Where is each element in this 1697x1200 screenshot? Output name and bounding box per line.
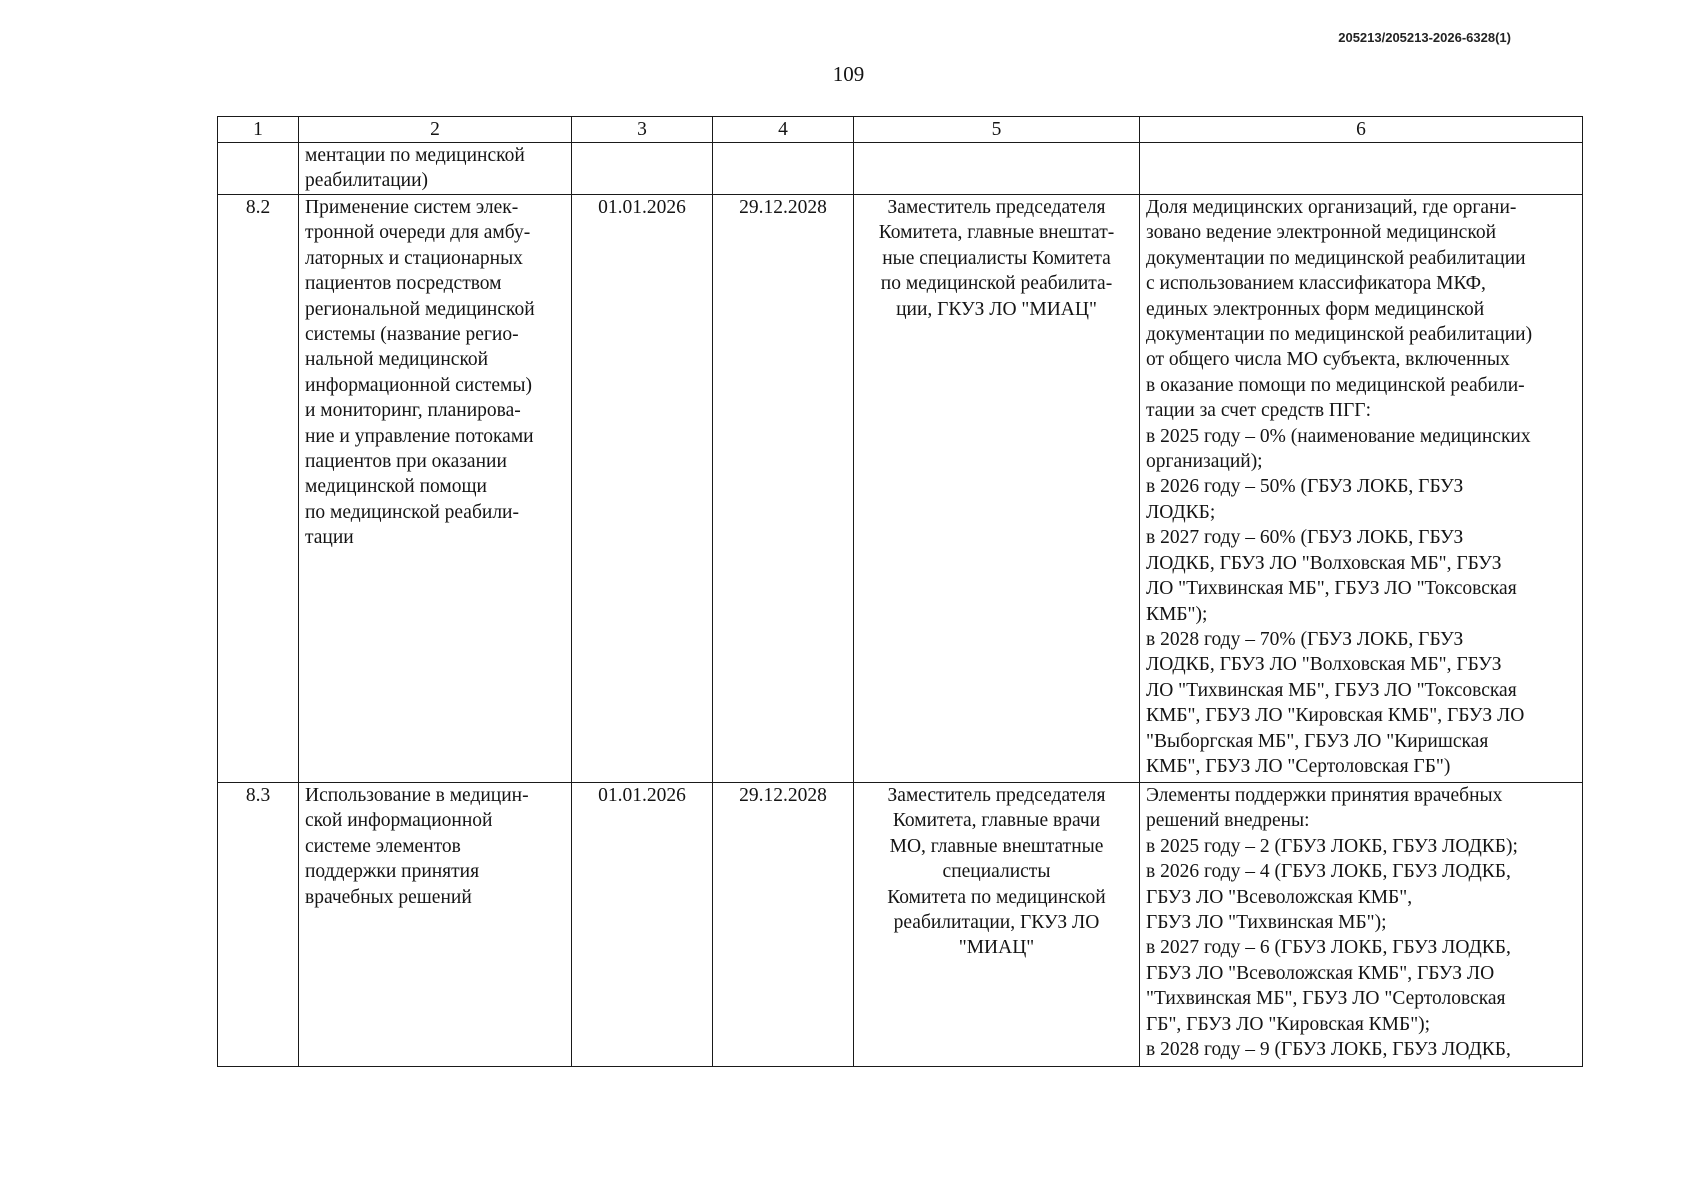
text-line: системы (название регио- — [305, 324, 519, 346]
text-line: КМБ", ГБУЗ ЛО "Кировская КМБ", ГБУЗ ЛО — [1146, 705, 1525, 727]
text-line: в 2025 году – 0% (наименование медицинских — [1146, 425, 1531, 447]
text-line: ЛО "Тихвинская МБ", ГБУЗ ЛО "Токсовская — [1146, 578, 1517, 600]
document-id: 205213/205213-2026-6328(1) — [1338, 30, 1511, 45]
cell-end: 29.12.2028 — [713, 195, 854, 783]
table-row — [218, 783, 1583, 1067]
cell-num: 8.3 — [218, 783, 299, 1067]
text-line: и мониторинг, планирова- — [305, 400, 521, 422]
text-line: ЛОДКБ, ГБУЗ ЛО "Волховская МБ", ГБУЗ — [1146, 552, 1502, 574]
text-line: в 2027 году – 60% (ГБУЗ ЛОКБ, ГБУЗ — [1146, 527, 1464, 549]
text-line: ные специалисты Комитета — [882, 247, 1111, 269]
column-header-3: 3 — [572, 117, 713, 143]
text-line: в 2028 году – 9 (ГБУЗ ЛОКБ, ГБУЗ ЛОДКБ, — [1146, 1039, 1511, 1061]
text-line: Доля медицинских организаций, где органи- — [1146, 197, 1517, 218]
text-line: системе элементов — [305, 835, 461, 857]
text-line: информационной системы) — [305, 374, 532, 396]
column-header-5: 5 — [854, 117, 1140, 143]
text-line: ции, ГКУЗ ЛО "МИАЦ" — [896, 298, 1097, 320]
text-line: в оказание помощи по медицинской реабили- — [1146, 374, 1525, 396]
cell-result — [1140, 195, 1583, 783]
text-line: документации по медицинской реабилитации) — [1146, 324, 1533, 346]
text-line: ЛОДКБ; — [1146, 501, 1216, 523]
text-line: в 2028 году – 70% (ГБУЗ ЛОКБ, ГБУЗ — [1146, 628, 1464, 650]
text-line: пациентов посредством — [305, 273, 502, 295]
text-line: Использование в медицин- — [305, 785, 529, 806]
text-line: Элементы поддержки принятия врачебных — [1146, 785, 1503, 806]
text-line: медицинской помощи — [305, 476, 487, 498]
text-line: МО, главные внештатные — [889, 835, 1104, 857]
cell-end: 29.12.2028 — [713, 783, 854, 1067]
column-header-1: 1 — [218, 117, 299, 143]
text-line: ЛОДКБ, ГБУЗ ЛО "Волховская МБ", ГБУЗ — [1146, 654, 1502, 676]
text-line: ГБУЗ ЛО "Всеволожская КМБ", ГБУЗ ЛО — [1146, 962, 1495, 984]
text-line: тронной очереди для амбу- — [305, 222, 531, 244]
cell-responsible — [854, 143, 1140, 195]
cell-num — [218, 143, 299, 195]
continuation-row — [218, 143, 1583, 195]
text-line: ние и управление потоками — [305, 425, 534, 447]
text-line: Применение систем элек- — [305, 197, 519, 218]
cell-start — [572, 143, 713, 195]
text-line: ГБ", ГБУЗ ЛО "Кировская КМБ"); — [1146, 1013, 1431, 1035]
text-line: врачебных решений — [305, 886, 472, 908]
text-line: Комитета по медицинской — [887, 886, 1106, 908]
text-line: в 2026 году – 4 (ГБУЗ ЛОКБ, ГБУЗ ЛОДКБ, — [1146, 861, 1511, 883]
column-header-6: 6 — [1140, 117, 1583, 143]
table-row — [218, 195, 1583, 783]
text-line: ЛО "Тихвинская МБ", ГБУЗ ЛО "Токсовская — [1146, 679, 1517, 701]
text-line: единых электронных форм медицинской — [1146, 298, 1485, 320]
cell-end — [713, 143, 854, 195]
cell-start: 01.01.2026 — [572, 783, 713, 1067]
text-line: по медицинской реабилита- — [880, 273, 1113, 295]
text-line: пациентов при оказании — [305, 451, 507, 473]
text-line: поддержки принятия — [305, 861, 480, 883]
cell-responsible — [854, 195, 1140, 783]
measures-table — [217, 116, 1583, 1067]
cell-measure — [299, 143, 572, 195]
page-number: 109 — [832, 62, 865, 86]
text-line: в 2026 году – 50% (ГБУЗ ЛОКБ, ГБУЗ — [1146, 476, 1464, 498]
cell-result — [1140, 143, 1583, 195]
column-header-4: 4 — [713, 117, 854, 143]
text-line: КМБ"); — [1146, 603, 1208, 625]
text-line: решений внедрены: — [1146, 810, 1310, 832]
text-line: ской информационной — [305, 810, 493, 832]
cell-measure — [299, 783, 572, 1067]
column-number-row — [218, 117, 1583, 143]
text-line: нальной медицинской — [305, 349, 489, 371]
text-line: региональной медицинской — [305, 298, 535, 320]
text-line: от общего числа МО субъекта, включенных — [1146, 349, 1510, 371]
cell-measure — [299, 195, 572, 783]
cell-result — [1140, 783, 1583, 1067]
cell-start: 01.01.2026 — [572, 195, 713, 783]
text-line: ГБУЗ ЛО "Всеволожская КМБ", — [1146, 886, 1413, 908]
text-line: реабилитации) — [305, 170, 429, 192]
column-header-2: 2 — [299, 117, 572, 143]
text-line: с использованием классификатора МКФ, — [1146, 273, 1486, 295]
text-line: КМБ", ГБУЗ ЛО "Сертоловская ГБ") — [1146, 755, 1451, 777]
text-line: ГБУЗ ЛО "Тихвинская МБ"); — [1146, 912, 1387, 934]
text-line: в 2025 году – 2 (ГБУЗ ЛОКБ, ГБУЗ ЛОДКБ); — [1146, 835, 1518, 857]
text-line: зовано ведение электронной медицинской — [1146, 222, 1497, 244]
text-line: документации по медицинской реабилитации — [1146, 247, 1526, 269]
text-line: организаций); — [1146, 451, 1263, 473]
text-line: по медицинской реабили- — [305, 501, 519, 523]
text-line: "МИАЦ" — [958, 937, 1035, 959]
text-line: "Выборгская МБ", ГБУЗ ЛО "Киришская — [1146, 730, 1489, 752]
text-line: Комитета, главные врачи — [892, 810, 1101, 832]
text-line: тации за счет средств ПГГ: — [1146, 400, 1371, 422]
text-line: Заместитель председателя — [887, 197, 1106, 218]
text-line: ментации по медицинской — [305, 145, 525, 166]
text-line: Заместитель председателя — [887, 785, 1106, 806]
text-line: тации — [305, 527, 354, 549]
text-line: специалисты — [942, 861, 1051, 883]
cell-responsible — [854, 783, 1140, 1067]
text-line: "Тихвинская МБ", ГБУЗ ЛО "Сертоловская — [1146, 988, 1506, 1010]
text-line: в 2027 году – 6 (ГБУЗ ЛОКБ, ГБУЗ ЛОДКБ, — [1146, 937, 1511, 959]
text-line: Комитета, главные внештат- — [878, 222, 1115, 244]
text-line: реабилитации, ГКУЗ ЛО — [893, 912, 1100, 934]
text-line: латорных и стационарных — [305, 247, 523, 269]
cell-num: 8.2 — [218, 195, 299, 783]
